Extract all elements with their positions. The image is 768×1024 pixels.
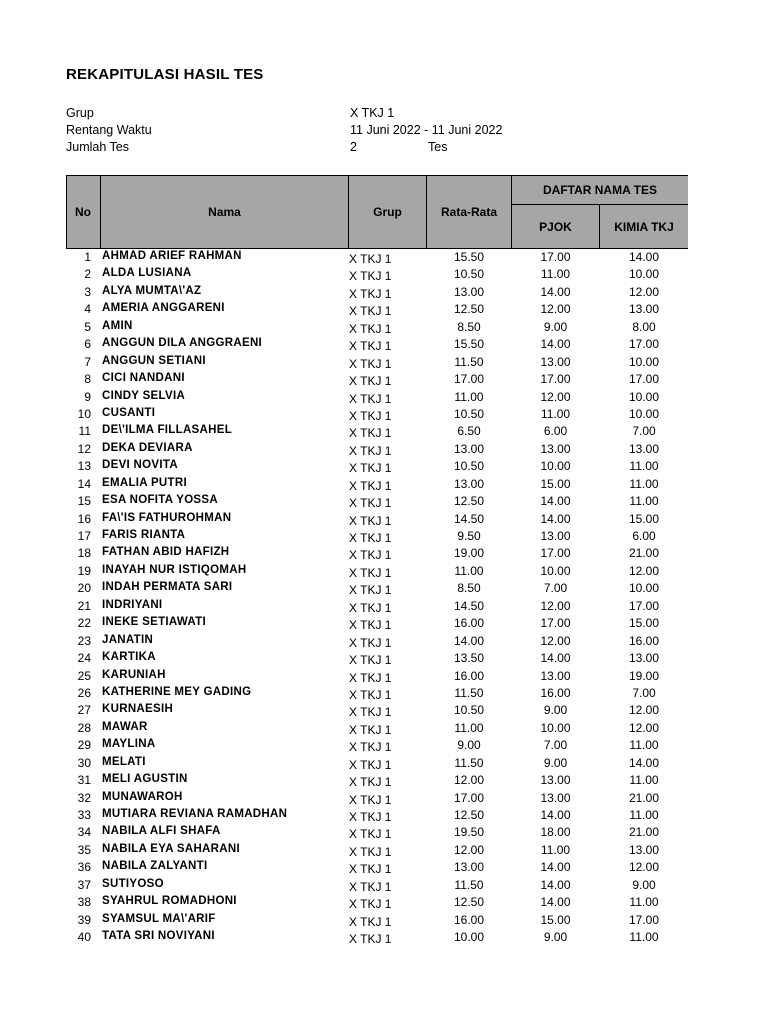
row-kimia-tkj: 7.00: [632, 424, 656, 439]
table-row: [66, 423, 688, 440]
row-kimia-tkj: 21.00: [628, 546, 660, 561]
row-rata-rata: 10.50: [453, 406, 485, 421]
row-grup: X TKJ 1: [349, 496, 392, 511]
row-rata-rata: 13.50: [453, 651, 485, 666]
table-header: [66, 175, 688, 249]
row-pjok: 17.00: [540, 616, 571, 631]
row-no: 5: [84, 319, 91, 334]
row-nama: NABILA ALFI SHAFA: [102, 825, 221, 838]
row-pjok: 12.00: [540, 633, 571, 648]
table-row: [66, 615, 688, 632]
row-rata-rata: 19.50: [453, 825, 485, 840]
table-row: [66, 511, 688, 528]
row-no: 24: [77, 651, 91, 666]
row-pjok: 9.00: [543, 755, 568, 770]
row-pjok: 16.00: [540, 685, 571, 700]
row-kimia-tkj: 11.00: [629, 808, 659, 822]
row-nama: INDRIYANI: [102, 598, 163, 611]
row-nama: KARTIKA: [102, 651, 156, 664]
row-pjok: 9.00: [543, 703, 568, 718]
row-pjok: 13.00: [540, 668, 571, 683]
row-pjok: 14.00: [540, 284, 571, 299]
row-kimia-tkj: 15.00: [628, 511, 660, 526]
row-kimia-tkj: 11.00: [629, 895, 659, 910]
row-no: 10: [77, 406, 91, 421]
row-no: 33: [77, 808, 91, 822]
row-kimia-tkj: 12.00: [628, 860, 660, 875]
row-rata-rata: 12.00: [453, 842, 485, 857]
row-rata-rata: 14.00: [453, 633, 485, 648]
row-grup: X TKJ 1: [349, 408, 392, 423]
row-grup: X TKJ 1: [349, 304, 392, 319]
row-rata-rata: 10.00: [453, 930, 485, 945]
row-grup: X TKJ 1: [349, 565, 392, 580]
table-row: [66, 755, 688, 772]
row-grup: X TKJ 1: [349, 862, 392, 877]
row-pjok: 11.00: [540, 842, 571, 857]
row-kimia-tkj: 15.00: [628, 616, 660, 631]
row-no: 17: [77, 529, 91, 543]
row-grup: X TKJ 1: [349, 844, 392, 859]
row-pjok: 9.00: [543, 319, 568, 334]
table-row: [66, 319, 688, 336]
row-no: 19: [77, 563, 91, 578]
row-pjok: 7.00: [543, 738, 568, 753]
row-pjok: 14.00: [540, 895, 571, 910]
row-no: 31: [77, 773, 91, 788]
row-grup: X TKJ 1: [349, 478, 392, 493]
row-rata-rata: 12.50: [453, 494, 485, 509]
row-rata-rata: 11.50: [454, 877, 484, 892]
row-grup: X TKJ 1: [349, 269, 392, 284]
row-nama: MAWAR: [102, 720, 148, 733]
grup-value: X TKJ 1: [350, 106, 395, 120]
col-header-rata: Rata-Rata: [440, 205, 497, 219]
row-no: 11: [78, 424, 91, 439]
row-rata-rata: 14.50: [453, 598, 485, 613]
row-kimia-tkj: 10.00: [628, 389, 660, 404]
row-no: 27: [77, 703, 91, 718]
table-body: [66, 249, 688, 947]
row-grup: X TKJ 1: [349, 461, 392, 476]
page-title: REKAPITULASI HASIL TES: [66, 66, 264, 83]
row-rata-rata: 13.00: [453, 284, 485, 299]
row-kimia-tkj: 14.00: [628, 250, 660, 264]
row-nama: MUTIARA REVIANA RAMADHAN: [102, 808, 288, 820]
row-kimia-tkj: 17.00: [628, 912, 660, 927]
row-pjok: 10.00: [540, 720, 571, 735]
table-row: [66, 824, 688, 841]
table-row: [66, 842, 688, 859]
row-nama: AMIN: [102, 319, 133, 332]
row-no: 35: [77, 842, 91, 857]
row-nama: ALYA MUMTA\'AZ: [102, 284, 202, 297]
row-rata-rata: 11.00: [454, 563, 484, 578]
row-kimia-tkj: 13.00: [628, 842, 660, 857]
row-nama: DEKA DEVIARA: [102, 441, 193, 454]
row-rata-rata: 13.00: [453, 476, 485, 491]
row-kimia-tkj: 10.00: [628, 267, 660, 282]
row-nama: KURNAESIH: [102, 703, 174, 716]
row-kimia-tkj: 11.00: [629, 494, 659, 509]
row-grup: X TKJ 1: [349, 531, 392, 545]
row-nama: MELI AGUSTIN: [102, 773, 188, 786]
row-kimia-tkj: 11.00: [629, 476, 659, 491]
row-grup: X TKJ 1: [349, 391, 392, 406]
row-pjok: 15.00: [540, 476, 571, 491]
row-grup: X TKJ 1: [349, 653, 392, 668]
row-pjok: 14.00: [540, 808, 571, 822]
row-grup: X TKJ 1: [349, 914, 392, 929]
row-grup: X TKJ 1: [349, 618, 392, 633]
row-kimia-tkj: 13.00: [628, 651, 660, 666]
row-kimia-tkj: 13.00: [628, 302, 660, 317]
row-nama: FA\'IS FATHUROHMAN: [102, 511, 232, 524]
row-pjok: 14.00: [540, 337, 571, 352]
row-grup: X TKJ 1: [349, 827, 392, 842]
row-kimia-tkj: 10.00: [628, 354, 660, 369]
row-grup: X TKJ 1: [349, 722, 392, 737]
row-pjok: 17.00: [540, 250, 571, 264]
row-no: 38: [77, 895, 91, 910]
row-no: 6: [84, 337, 91, 352]
row-nama: ESA NOFITA YOSSA: [102, 494, 218, 507]
row-no: 9: [84, 389, 91, 404]
row-grup: X TKJ 1: [349, 740, 392, 755]
row-nama: INDAH PERMATA SARI: [102, 581, 233, 594]
table-row: [66, 371, 688, 388]
table-row: [66, 807, 688, 824]
row-pjok: 14.00: [540, 511, 571, 526]
row-rata-rata: 8.50: [457, 319, 481, 334]
row-nama: CUSANTI: [102, 406, 156, 419]
row-grup: X TKJ 1: [349, 583, 392, 598]
row-pjok: 14.00: [540, 877, 571, 892]
row-no: 20: [77, 581, 91, 596]
row-nama: INAYAH NUR ISTIQOMAH: [102, 563, 247, 576]
table-row: [66, 580, 688, 597]
row-no: 13: [77, 459, 91, 474]
row-grup: X TKJ 1: [349, 548, 392, 563]
col-header-grup: Grup: [373, 205, 402, 219]
row-no: 29: [77, 738, 91, 753]
row-no: 8: [84, 372, 91, 387]
table-row: [66, 284, 688, 301]
row-nama: FARIS RIANTA: [102, 529, 186, 541]
row-grup: X TKJ 1: [349, 635, 392, 650]
col-header-nama: Nama: [208, 205, 241, 219]
row-nama: MUNAWAROH: [102, 790, 183, 803]
row-no: 25: [77, 668, 91, 683]
row-no: 4: [84, 302, 91, 317]
row-rata-rata: 9.50: [457, 529, 481, 543]
table-row: [66, 476, 688, 493]
row-pjok: 15.00: [540, 912, 571, 927]
table-row: [66, 702, 688, 719]
table-row: [66, 598, 688, 615]
row-kimia-tkj: 10.00: [628, 581, 660, 596]
row-nama: SUTIYOSO: [102, 877, 164, 890]
row-no: 21: [77, 598, 91, 613]
row-kimia-tkj: 14.00: [628, 755, 660, 770]
row-nama: DEVI NOVITA: [102, 459, 178, 472]
table-row: [66, 720, 688, 737]
row-no: 28: [77, 720, 91, 735]
row-grup: X TKJ 1: [349, 426, 392, 441]
jumlah-value: 2: [350, 140, 357, 154]
row-kimia-tkj: 7.00: [632, 685, 656, 700]
rentang-value: 11 Juni 2022 - 11 Juni 2022: [350, 123, 503, 137]
table-row: [66, 493, 688, 510]
row-nama: DE\'ILMA FILLASAHEL: [102, 424, 233, 437]
row-pjok: 12.00: [540, 302, 571, 317]
row-pjok: 7.00: [543, 581, 568, 596]
row-rata-rata: 11.50: [454, 685, 484, 700]
row-pjok: 17.00: [540, 546, 571, 561]
row-nama: ANGGUN SETIANI: [102, 354, 206, 367]
row-grup: X TKJ 1: [349, 932, 392, 947]
row-nama: JANATIN: [102, 633, 154, 646]
row-kimia-tkj: 19.00: [628, 668, 660, 683]
row-grup: X TKJ 1: [349, 775, 392, 790]
row-nama: INEKE SETIAWATI: [102, 616, 206, 629]
row-grup: X TKJ 1: [349, 356, 392, 371]
table-row: [66, 929, 688, 946]
row-grup: X TKJ 1: [349, 286, 392, 301]
row-nama: ANGGUN DILA ANGGRAENI: [102, 337, 263, 350]
jumlah-unit: Tes: [428, 140, 448, 154]
col-header-pjok: PJOK: [539, 219, 572, 234]
row-no: 15: [77, 494, 91, 509]
row-kimia-tkj: 11.00: [629, 773, 659, 788]
rentang-label: Rentang Waktu: [66, 123, 152, 137]
row-rata-rata: 16.00: [453, 912, 485, 927]
row-no: 2: [84, 267, 91, 282]
row-kimia-tkj: 21.00: [628, 790, 660, 805]
table-row: [66, 912, 688, 929]
col-header-kimia: KIMIA TKJ: [614, 219, 674, 234]
table-row: [66, 685, 688, 702]
row-grup: X TKJ 1: [349, 705, 392, 720]
row-no: 30: [77, 755, 91, 770]
row-rata-rata: 12.50: [453, 808, 485, 822]
table-row: [66, 563, 688, 580]
row-kimia-tkj: 12.00: [628, 284, 660, 299]
row-grup: X TKJ 1: [349, 513, 392, 528]
table-row: [66, 336, 688, 353]
row-pjok: 13.00: [540, 441, 571, 456]
table-row: [66, 633, 688, 650]
row-no: 12: [77, 441, 91, 456]
row-no: 7: [84, 354, 91, 369]
row-no: 16: [77, 511, 91, 526]
row-kimia-tkj: 12.00: [628, 703, 660, 718]
row-rata-rata: 15.50: [453, 337, 485, 352]
table-row: [66, 790, 688, 807]
row-nama: SYAMSUL MA\'ARIF: [102, 912, 216, 925]
row-grup: X TKJ 1: [349, 810, 392, 824]
row-nama: NABILA EYA SAHARANI: [102, 842, 240, 855]
row-nama: MELATI: [102, 755, 146, 768]
row-no: 23: [77, 633, 91, 648]
row-rata-rata: 11.00: [454, 389, 484, 404]
table-row: [66, 859, 688, 876]
row-no: 34: [77, 825, 91, 840]
row-pjok: 14.00: [540, 860, 571, 875]
row-pjok: 14.00: [540, 651, 571, 666]
row-rata-rata: 12.00: [453, 773, 485, 788]
row-kimia-tkj: 6.00: [632, 529, 656, 543]
row-kimia-tkj: 8.00: [632, 319, 656, 334]
row-pjok: 13.00: [540, 773, 571, 788]
row-pjok: 13.00: [540, 529, 571, 543]
row-rata-rata: 10.50: [453, 267, 485, 282]
row-rata-rata: 8.50: [457, 581, 481, 596]
row-pjok: 12.00: [540, 598, 571, 613]
row-kimia-tkj: 11.00: [629, 930, 659, 945]
row-rata-rata: 10.50: [453, 459, 485, 474]
row-nama: SYAHRUL ROMADHONI: [102, 895, 237, 908]
table-row: [66, 458, 688, 475]
row-no: 1: [84, 250, 91, 264]
row-rata-rata: 12.50: [453, 895, 485, 910]
table-row: [66, 441, 688, 458]
row-pjok: 13.00: [540, 790, 571, 805]
row-grup: X TKJ 1: [349, 600, 392, 615]
row-nama: NABILA ZALYANTI: [102, 860, 208, 873]
row-nama: TATA SRI NOVIYANI: [102, 930, 215, 943]
row-rata-rata: 13.00: [453, 441, 485, 456]
table-row: [66, 249, 688, 266]
table-row: [66, 650, 688, 667]
row-kimia-tkj: 10.00: [628, 406, 660, 421]
row-rata-rata: 16.00: [453, 616, 485, 631]
row-rata-rata: 11.00: [454, 720, 484, 735]
row-rata-rata: 15.50: [453, 250, 485, 264]
row-nama: KATHERINE MEY GADING: [102, 685, 252, 698]
row-no: 18: [77, 546, 91, 561]
row-pjok: 10.00: [540, 459, 571, 474]
table-row: [66, 389, 688, 406]
row-kimia-tkj: 9.00: [632, 877, 656, 892]
row-pjok: 11.00: [540, 406, 571, 421]
table-row: [66, 266, 688, 283]
row-nama: AHMAD ARIEF RAHMAN: [102, 250, 242, 262]
row-grup: X TKJ 1: [349, 757, 392, 772]
row-rata-rata: 11.50: [454, 354, 484, 369]
table-row: [66, 301, 688, 318]
row-kimia-tkj: 17.00: [628, 337, 660, 352]
row-kimia-tkj: 11.00: [629, 459, 659, 474]
row-nama: MAYLINA: [102, 738, 156, 751]
row-nama: KARUNIAH: [102, 668, 166, 681]
row-rata-rata: 16.00: [453, 668, 485, 683]
row-no: 26: [77, 685, 91, 700]
row-no: 40: [77, 930, 91, 945]
row-no: 3: [84, 284, 91, 299]
row-grup: X TKJ 1: [349, 374, 392, 389]
row-kimia-tkj: 16.00: [628, 633, 660, 648]
row-rata-rata: 19.00: [453, 546, 485, 561]
row-pjok: 12.00: [540, 389, 571, 404]
row-rata-rata: 17.00: [453, 790, 485, 805]
row-pjok: 10.00: [540, 563, 571, 578]
row-rata-rata: 9.00: [457, 738, 481, 753]
row-rata-rata: 17.00: [453, 372, 485, 387]
table-row: [66, 737, 688, 754]
col-header-no: No: [75, 205, 91, 219]
row-kimia-tkj: 17.00: [628, 372, 660, 387]
jumlah-label: Jumlah Tes: [66, 140, 129, 154]
row-no: 37: [77, 877, 91, 892]
row-nama: FATHAN ABID HAFIZH: [102, 546, 230, 559]
row-rata-rata: 6.50: [457, 424, 481, 439]
row-rata-rata: 12.50: [453, 302, 485, 317]
row-grup: X TKJ 1: [349, 792, 392, 807]
row-nama: AMERIA ANGGARENI: [102, 302, 225, 315]
row-rata-rata: 14.50: [453, 511, 485, 526]
row-pjok: 6.00: [543, 424, 568, 439]
row-pjok: 17.00: [540, 372, 571, 387]
table-row: [66, 406, 688, 423]
row-kimia-tkj: 12.00: [628, 720, 660, 735]
row-nama: CICI NANDANI: [102, 372, 185, 385]
row-nama: CINDY SELVIA: [102, 389, 186, 402]
grup-label: Grup: [66, 106, 94, 120]
row-no: 39: [77, 912, 91, 927]
row-rata-rata: 13.00: [453, 860, 485, 875]
row-kimia-tkj: 17.00: [628, 598, 660, 613]
col-header-daftar: DAFTAR NAMA TES: [543, 182, 657, 197]
table-row: [66, 354, 688, 371]
row-pjok: 13.00: [540, 354, 571, 369]
row-rata-rata: 11.50: [454, 755, 484, 770]
row-no: 32: [77, 790, 91, 805]
table-row: [66, 545, 688, 562]
table-row: [66, 894, 688, 911]
table-row: [66, 528, 688, 545]
row-grup: X TKJ 1: [349, 252, 392, 266]
row-rata-rata: 10.50: [453, 703, 485, 718]
row-pjok: 11.00: [540, 267, 571, 282]
row-pjok: 9.00: [543, 930, 568, 945]
row-kimia-tkj: 13.00: [628, 441, 660, 456]
table-row: [66, 772, 688, 789]
row-grup: X TKJ 1: [349, 670, 392, 685]
row-nama: ALDA LUSIANA: [102, 267, 192, 280]
row-no: 36: [77, 860, 91, 875]
row-grup: X TKJ 1: [349, 321, 392, 336]
table-row: [66, 668, 688, 685]
row-no: 14: [77, 476, 91, 491]
row-grup: X TKJ 1: [349, 897, 392, 912]
row-kimia-tkj: 11.00: [629, 738, 659, 753]
row-grup: X TKJ 1: [349, 687, 392, 702]
table-row: [66, 877, 688, 894]
row-nama: EMALIA PUTRI: [102, 476, 187, 489]
row-grup: X TKJ 1: [349, 443, 392, 458]
row-grup: X TKJ 1: [349, 879, 392, 894]
row-pjok: 18.00: [540, 825, 571, 840]
row-grup: X TKJ 1: [349, 339, 392, 354]
row-pjok: 14.00: [540, 494, 571, 509]
row-kimia-tkj: 12.00: [628, 563, 660, 578]
row-no: 22: [77, 616, 91, 631]
row-kimia-tkj: 21.00: [628, 825, 660, 840]
